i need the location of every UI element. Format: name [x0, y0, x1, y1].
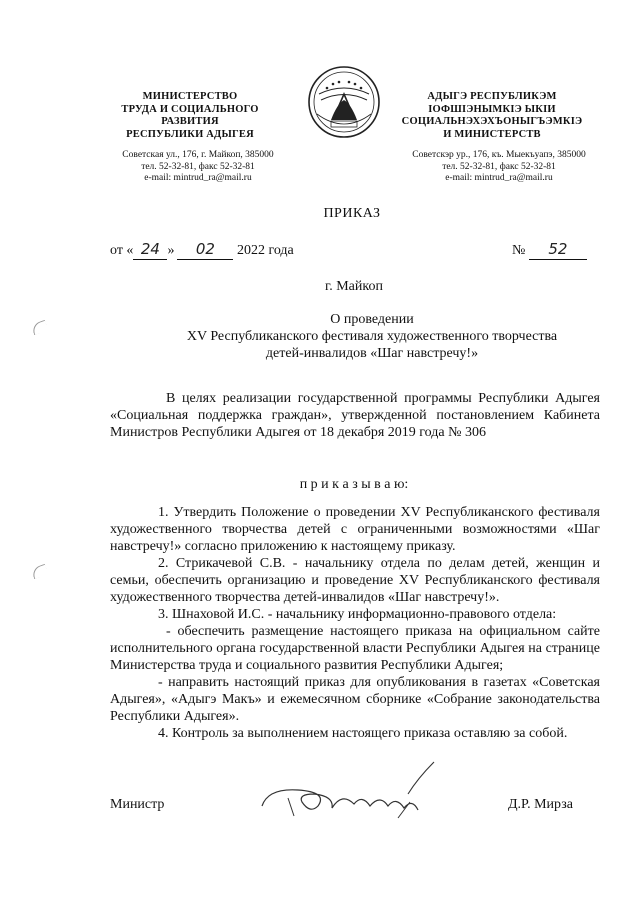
number-field: [529, 241, 587, 260]
order-subject: [130, 311, 614, 362]
left-title-line: ТРУДА И СОЦИАЛЬНОГО: [121, 103, 259, 115]
number-prefix: №: [512, 243, 526, 258]
scan-mark: [31, 320, 49, 335]
signature-position: Министр: [110, 797, 165, 812]
item-3-subitem: - направить настоящий приказ для опубликования в газетах «Советская Адыгея», «Адыгэ Макъ» и ежемесячном сборнике «Собрание законодательства Республики Адыгея».: [110, 675, 600, 724]
left-phone: тел. 52-32-81, факс 52-32-81: [141, 161, 255, 172]
date-month-field: [177, 241, 233, 260]
right-title-line: И МИНИСТЕРСТВ: [443, 128, 541, 140]
right-title-line: АДЫГЭ РЕСПУБЛИКЭМ: [427, 91, 557, 102]
subject-line: XV Республиканского фестиваля художественного творчества: [186, 329, 558, 344]
item-3-subitem: - обеспечить размещение настоящего приказа на официальном сайте исполнительного органа государственной власти Республики Адыгея на странице Министерства труда и социального развития Республики Адыгея;: [110, 624, 600, 673]
right-title-line: IОФШIЭНЫМКIЭ ЫКIИ: [428, 103, 556, 115]
preamble: В целях реализации государственной программы Республики Адыгея «Социальная поддержка граждан», утвержденной постановлением Кабинета Министров Республики Адыгея от 18 декабря 2019 года № 306: [110, 391, 600, 440]
left-title-line: РАЗВИТИЯ: [161, 116, 219, 127]
date-day: 24: [140, 240, 160, 258]
left-title-line: РЕСПУБЛИКИ АДЫГЕЯ: [126, 128, 254, 140]
left-address: Советская ул., 176, г. Майкоп, 385000: [122, 150, 274, 160]
right-address: Советскэр ур., 176, къ. Мыекъуапэ, 385000: [412, 150, 586, 160]
number-value: 52: [548, 240, 568, 258]
left-title-line: МИНИСТЕРСТВО: [142, 91, 238, 102]
right-contact: [394, 150, 604, 185]
directive: п р и к а з ы в а ю:: [299, 477, 409, 492]
subject-line: детей-инвалидов «Шаг навстречу!»: [265, 346, 479, 361]
right-phone: тел. 52-32-81, факс 52-32-81: [442, 161, 556, 172]
item-1: 1. Утвердить Положение о проведении XV Республиканского фестиваля художественного творчества детей с ограниченными возможностями «Шаг навстречу!» согласно приложению к настоящему приказу.: [110, 505, 600, 554]
item-2: 2. Стрикачевой С.В. - начальнику отдела по делам детей, женщин и семьи, обеспечить организацию и проведение XV Республиканского фестиваля художественного творчества детей-инвалидов «Шаг навстречу!».: [110, 556, 600, 605]
date-month: 02: [195, 240, 215, 258]
date-prefix: от «: [110, 243, 134, 258]
handwritten-signature: [258, 758, 448, 828]
item-3: 3. Шнаховой И.С. - начальнику информационно-правового отдела:: [158, 607, 557, 622]
item-4: 4. Контроль за выполнением настоящего приказа оставляю за собой.: [158, 726, 568, 741]
signature-name: Д.Р. Мирза: [508, 797, 573, 812]
order-title: ПРИКАЗ: [323, 206, 381, 221]
date-day-field: [133, 241, 167, 260]
left-contact: [108, 150, 288, 185]
date-year: 2022 года: [236, 243, 294, 258]
date-mid: »: [167, 243, 175, 258]
order-date: [110, 241, 330, 260]
right-ministry-title: [392, 91, 592, 141]
order-number: [512, 241, 602, 260]
coat-of-arms-icon: [305, 64, 383, 140]
right-email: e-mail: mintrud_ra@mail.ru: [445, 173, 553, 183]
right-title-line: СОЦИАЛЬНЭХЭХЪОНЫГЪЭМКIЭ: [401, 116, 583, 127]
left-ministry-title: [100, 91, 280, 141]
order-items: [110, 504, 600, 742]
left-email: e-mail: mintrud_ra@mail.ru: [144, 173, 252, 183]
subject-line: О проведении: [330, 312, 414, 327]
city: г. Майкоп: [325, 279, 383, 294]
scan-mark: [31, 564, 49, 579]
